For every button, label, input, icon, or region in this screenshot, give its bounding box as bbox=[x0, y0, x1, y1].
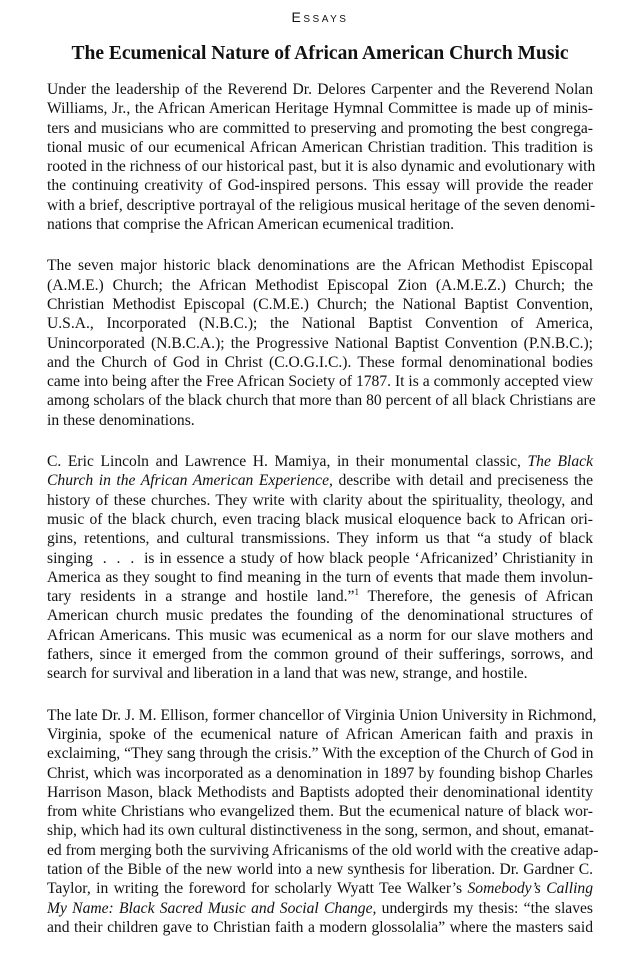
book-title: My Name: Black Sacred Music and Social Change, bbox=[47, 899, 377, 917]
paragraph-4 bbox=[47, 706, 599, 938]
text-line: The late Dr. J. M. Ellison, former chancellor of Virginia Union University in Richmond, bbox=[47, 706, 597, 724]
text-line: in these denominations. bbox=[47, 411, 195, 429]
text-line: the continuing creativity of God-inspired persons. This essay will provide the reader bbox=[47, 177, 593, 195]
text-line: Under the leadership of the Reverend Dr. Delores Carpenter and the Reverend Nolan bbox=[47, 81, 593, 98]
book-title: The Black bbox=[527, 453, 593, 471]
text-line: tation of the Bible of the new world into a new synthesis for liberation. Dr. Gardner C. bbox=[47, 860, 593, 878]
text-segment: C. Eric Lincoln and Lawrence H. Mamiya, in their monumental classic, bbox=[47, 453, 521, 471]
text-line: America as they sought to find meaning in the turn of events that made them involun- bbox=[47, 568, 593, 586]
text-line: exclaiming, “They sang through the crisis.” With the exception of the Church of God in bbox=[47, 745, 594, 763]
text-line: Christ, which was incorporated as a denomination in 1897 by founding bishop Charles bbox=[47, 764, 593, 782]
text-line bbox=[47, 452, 593, 471]
text-line: and the Church of God in Christ (C.O.G.I.C.). These formal denominational bodies bbox=[47, 353, 593, 371]
paragraph-1 bbox=[47, 80, 596, 234]
text-line: gins, retentions, and cultural transmissions. They inform us that “a study of black bbox=[47, 530, 593, 548]
text-line: from white Christians who evangelized them. But the ecumenical nature of black wor- bbox=[47, 803, 593, 821]
running-head: Essays bbox=[291, 9, 349, 25]
text-line: came into being after the Free African Society of 1787. It is a commonly accepted view bbox=[47, 373, 593, 391]
text-line: nations that comprise the African American ecumenical tradition. bbox=[47, 216, 455, 234]
text-line: ed from merging both the surviving Africanisms of the old world with the creative adap- bbox=[47, 841, 599, 859]
text-line: search for survival and liberation in a land that was new, strange, and hostile. bbox=[47, 665, 528, 683]
text-line: (A.M.E.) Church; the African Methodist Episcopal Zion (A.M.E.Z.) Church; the bbox=[47, 276, 593, 294]
text-segment: tary residents in a strange and hostile land.” bbox=[47, 588, 355, 606]
text-line: fathers, since it emerged from the common ground of their sufferings, sorrows, and bbox=[47, 646, 593, 664]
text-line: singing . . . is in essence a study of how black people ‘Africanized’ Christianity in bbox=[47, 549, 593, 567]
text-line: Harrison Mason, black Methodists and Baptists adopted their denominational identity bbox=[47, 783, 593, 801]
article-title: The Ecumenical Nature of African American Church Music bbox=[71, 43, 569, 64]
book-title: Somebody’s Calling bbox=[467, 880, 594, 898]
paragraph-3 bbox=[47, 452, 593, 684]
text-line: history of these churches. They write with clarity about the spirituality, theology, and bbox=[47, 491, 593, 509]
text-line: among scholars of the black church that more than 80 percent of all black Christians are bbox=[47, 392, 596, 410]
text-line: Virginia, spoke of the ecumenical nature of African American faith and praxis in bbox=[47, 725, 593, 743]
text-line: ters and musicians who are committed to preserving and promoting the best congrega- bbox=[47, 119, 593, 137]
text-line: Christian Methodist Episcopal (C.M.E.) Church; the National Baptist Convention, bbox=[47, 295, 593, 313]
text-line bbox=[47, 587, 593, 606]
text-line bbox=[47, 471, 593, 490]
text-line: Unincorporated (N.B.C.A.); the Progressive National Baptist Convention (P.N.B.C.); bbox=[47, 334, 593, 352]
text-segment: Therefore, the genesis of African bbox=[358, 588, 593, 606]
document-page bbox=[47, 8, 599, 937]
text-segment: describe with detail and preciseness the bbox=[338, 472, 593, 490]
text-line: American church music predates the founding of the denominational structures of bbox=[47, 607, 593, 625]
text-line: rooted in the richness of our historical past, but it is also dynamic and evolutionary with bbox=[47, 158, 596, 176]
text-line: African Americans. This music was ecumenical as a norm for our slave mothers and bbox=[47, 626, 593, 644]
text-line: with a brief, descriptive portrayal of the religious musical heritage of the seven denomi- bbox=[47, 196, 596, 214]
text-line: and their children gave to Christian faith a modern glossolalia” where the masters said bbox=[47, 918, 593, 936]
text-line: The seven major historic black denominations are the African Methodist Episcopal bbox=[47, 257, 593, 275]
text-line bbox=[47, 899, 593, 918]
text-line bbox=[47, 879, 593, 898]
text-segment: undergirds my thesis: “the slaves bbox=[376, 899, 593, 917]
text-line: tional music of our ecumenical African American Christian tradition. This tradition is bbox=[47, 138, 593, 156]
text-line: ship, which had its own cultural distinctiveness in the song, sermon, and shout, emanat- bbox=[47, 822, 594, 840]
text-segment: Taylor, in writing the foreword for scholarly Wyatt Tee Walker’s bbox=[47, 880, 463, 898]
book-title: Church in the African American Experience, bbox=[47, 472, 333, 490]
text-line: Williams, Jr., the African American Heritage Hymnal Committee is made up of minis- bbox=[47, 100, 593, 118]
text-line: music of the black church, even tracing black musical eloquence back to African ori- bbox=[47, 510, 593, 528]
paragraph-2 bbox=[47, 256, 596, 430]
footnote-marker: 1 bbox=[354, 586, 359, 597]
text-line: U.S.A., Incorporated (N.B.C.); the National Baptist Convention of America, bbox=[47, 315, 593, 333]
